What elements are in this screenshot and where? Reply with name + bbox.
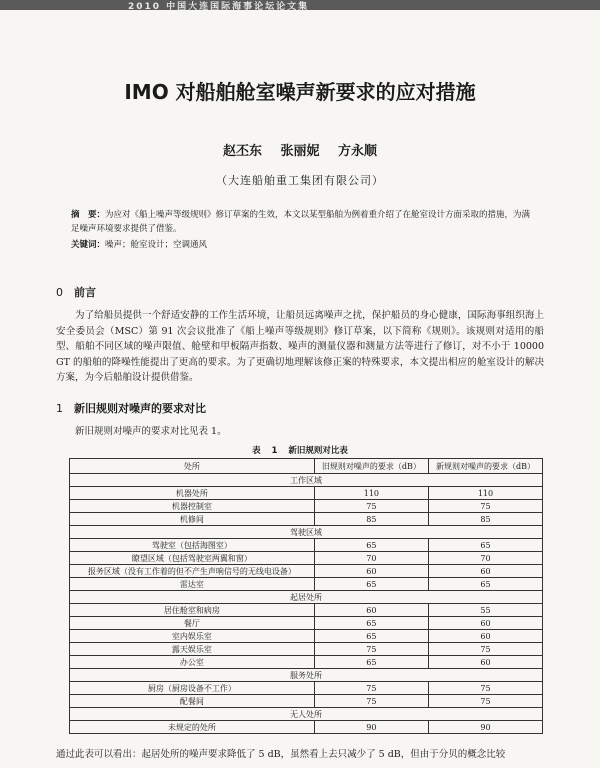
table-caption-title: 新旧规则对比表 <box>288 446 348 456</box>
keywords <box>71 238 531 250</box>
table-cell: 110 <box>428 487 542 500</box>
table-group-label: 驾驶区域 <box>70 526 543 539</box>
table-group-label: 工作区域 <box>70 474 543 487</box>
table-cell: 70 <box>428 552 542 565</box>
table-cell: 机器控制室 <box>70 500 315 513</box>
section-title: 前言 <box>74 286 96 299</box>
table-cell: 60 <box>428 630 542 643</box>
table-cell: 65 <box>428 578 542 591</box>
table-group-row <box>70 591 543 604</box>
table-cell: 65 <box>428 539 542 552</box>
table-cell: 配餐间 <box>70 695 315 708</box>
table-cell: 厨房（厨房设备不工作） <box>70 682 315 695</box>
table-cell: 110 <box>314 487 428 500</box>
table-cell: 60 <box>428 656 542 669</box>
table-cell: 55 <box>428 604 542 617</box>
comparison-paragraph: 新旧规则对噪声的要求对比见表 1。 <box>75 426 227 437</box>
author-name: 方永顺 <box>338 144 378 159</box>
table-group-row <box>70 669 543 682</box>
table-cell: 85 <box>428 513 542 526</box>
noise-comparison-table <box>69 458 543 734</box>
table-cell: 90 <box>314 721 428 734</box>
table-row <box>70 552 543 565</box>
table-row <box>70 565 543 578</box>
table-cell: 驾驶室（包括海图室） <box>70 539 315 552</box>
body-text-continuation: 通过此表可以看出：起居处所的噪声要求降低了 5 dB，虽然看上去只减少了 5 dB，但由于分贝的概念比较 <box>56 749 506 760</box>
section-number: 1 <box>56 402 63 415</box>
table-cell: 未规定的处所 <box>70 721 315 734</box>
table-cell: 75 <box>314 695 428 708</box>
table-cell: 室内娱乐室 <box>70 630 315 643</box>
abstract <box>71 208 531 236</box>
table-cell: 65 <box>314 539 428 552</box>
table-cell: 雷达室 <box>70 578 315 591</box>
abstract-text: 为应对《船上噪声等级规则》修订草案的生效，本文以某型船舶为例着重介绍了在舱室设计方面采取的措施，为满足噪声环境要求提供了借鉴。 <box>71 210 531 234</box>
table-group-row <box>70 526 543 539</box>
table-row <box>70 656 543 669</box>
table-row <box>70 604 543 617</box>
table-cell: 65 <box>314 656 428 669</box>
section-number: 0 <box>56 286 63 299</box>
table-cell: 60 <box>314 604 428 617</box>
keywords-text: 噪声；舱室设计；空调通风 <box>105 240 208 250</box>
table-cell: 餐厅 <box>70 617 315 630</box>
author-name: 赵丕东 <box>222 144 262 159</box>
table-group-row <box>70 474 543 487</box>
running-header <box>0 0 600 10</box>
table-group-label: 服务处所 <box>70 669 543 682</box>
table-body <box>70 474 543 734</box>
section-title: 新旧规则对噪声的要求对比 <box>74 402 206 415</box>
table-row <box>70 500 543 513</box>
table-cell: 机修间 <box>70 513 315 526</box>
table-cell: 65 <box>314 578 428 591</box>
table-cell: 75 <box>428 500 542 513</box>
table-cell: 60 <box>314 565 428 578</box>
table-header-cell: 新规则对噪声的要求（dB） <box>428 459 542 474</box>
journal-line: 2010 中国大连国际海事论坛论文集 <box>128 2 310 12</box>
table-group-label: 起居处所 <box>70 591 543 604</box>
table-cell: 85 <box>314 513 428 526</box>
table-cell: 70 <box>314 552 428 565</box>
table-cell: 65 <box>314 617 428 630</box>
table-cell: 60 <box>428 565 542 578</box>
table-header-cell: 处所 <box>70 459 315 474</box>
table-row <box>70 487 543 500</box>
author-list <box>0 140 600 159</box>
table-cell: 75 <box>428 643 542 656</box>
table-cell: 机器处所 <box>70 487 315 500</box>
table-cell: 75 <box>428 682 542 695</box>
keywords-label: 关键词： <box>71 240 106 250</box>
table-cell: 75 <box>314 682 428 695</box>
table-cell: 90 <box>428 721 542 734</box>
intro-paragraph: 为了给船员提供一个舒适安静的工作生活环境，让船员远离噪声之扰，保护船员的身心健康，国际海事组织海上安全委员会（MSC）第 91 次会议批准了《船上噪声等级规则》修订草案，以下简称《规则》。该规则对适用的船型、船舶不同区域的噪声限值、舱壁和甲板隔声指数、噪声的测量仪器和测量方法等进行了修订，对不小于 10000 GT 的船舶的降噪性能提出了更高的要求。为了更确切地理解该修正案的特殊要求，本文提出相应的舱室设计的解决方案，为今后船舶设计提供借鉴。 <box>56 310 544 383</box>
table-row <box>70 643 543 656</box>
table-group-row <box>70 708 543 721</box>
table-row <box>70 578 543 591</box>
table-header-cell: 旧规则对噪声的要求（dB） <box>314 459 428 474</box>
abstract-label: 摘 要： <box>71 210 106 220</box>
table-row <box>70 630 543 643</box>
table-cell: 报务区域（没有工作着的但不产生声响信号的无线电设备） <box>70 565 315 578</box>
author-name: 张丽妮 <box>280 144 320 159</box>
table-cell: 瞭望区域（包括驾驶室两翼和窗） <box>70 552 315 565</box>
affiliation: （大连船舶重工集团有限公司） <box>216 174 384 187</box>
table-row <box>70 617 543 630</box>
section-heading-intro <box>56 284 96 300</box>
table-cell: 露天娱乐室 <box>70 643 315 656</box>
table-caption-number: 表 1 <box>252 446 278 456</box>
table-cell: 75 <box>314 500 428 513</box>
paper-title: IMO 对船舶舱室噪声新要求的应对措施 <box>124 80 476 104</box>
section-heading-comparison <box>56 400 206 416</box>
table-cell: 65 <box>314 630 428 643</box>
table-cell: 75 <box>428 695 542 708</box>
table-cell: 60 <box>428 617 542 630</box>
table-row <box>70 539 543 552</box>
table-row <box>70 721 543 734</box>
table-header-row <box>70 459 543 474</box>
table-cell: 居住舱室和病房 <box>70 604 315 617</box>
table-caption <box>0 444 600 456</box>
table-cell: 办公室 <box>70 656 315 669</box>
table-row <box>70 695 543 708</box>
table-row <box>70 513 543 526</box>
table-row <box>70 682 543 695</box>
table-cell: 75 <box>314 643 428 656</box>
table-group-label: 无人处所 <box>70 708 543 721</box>
